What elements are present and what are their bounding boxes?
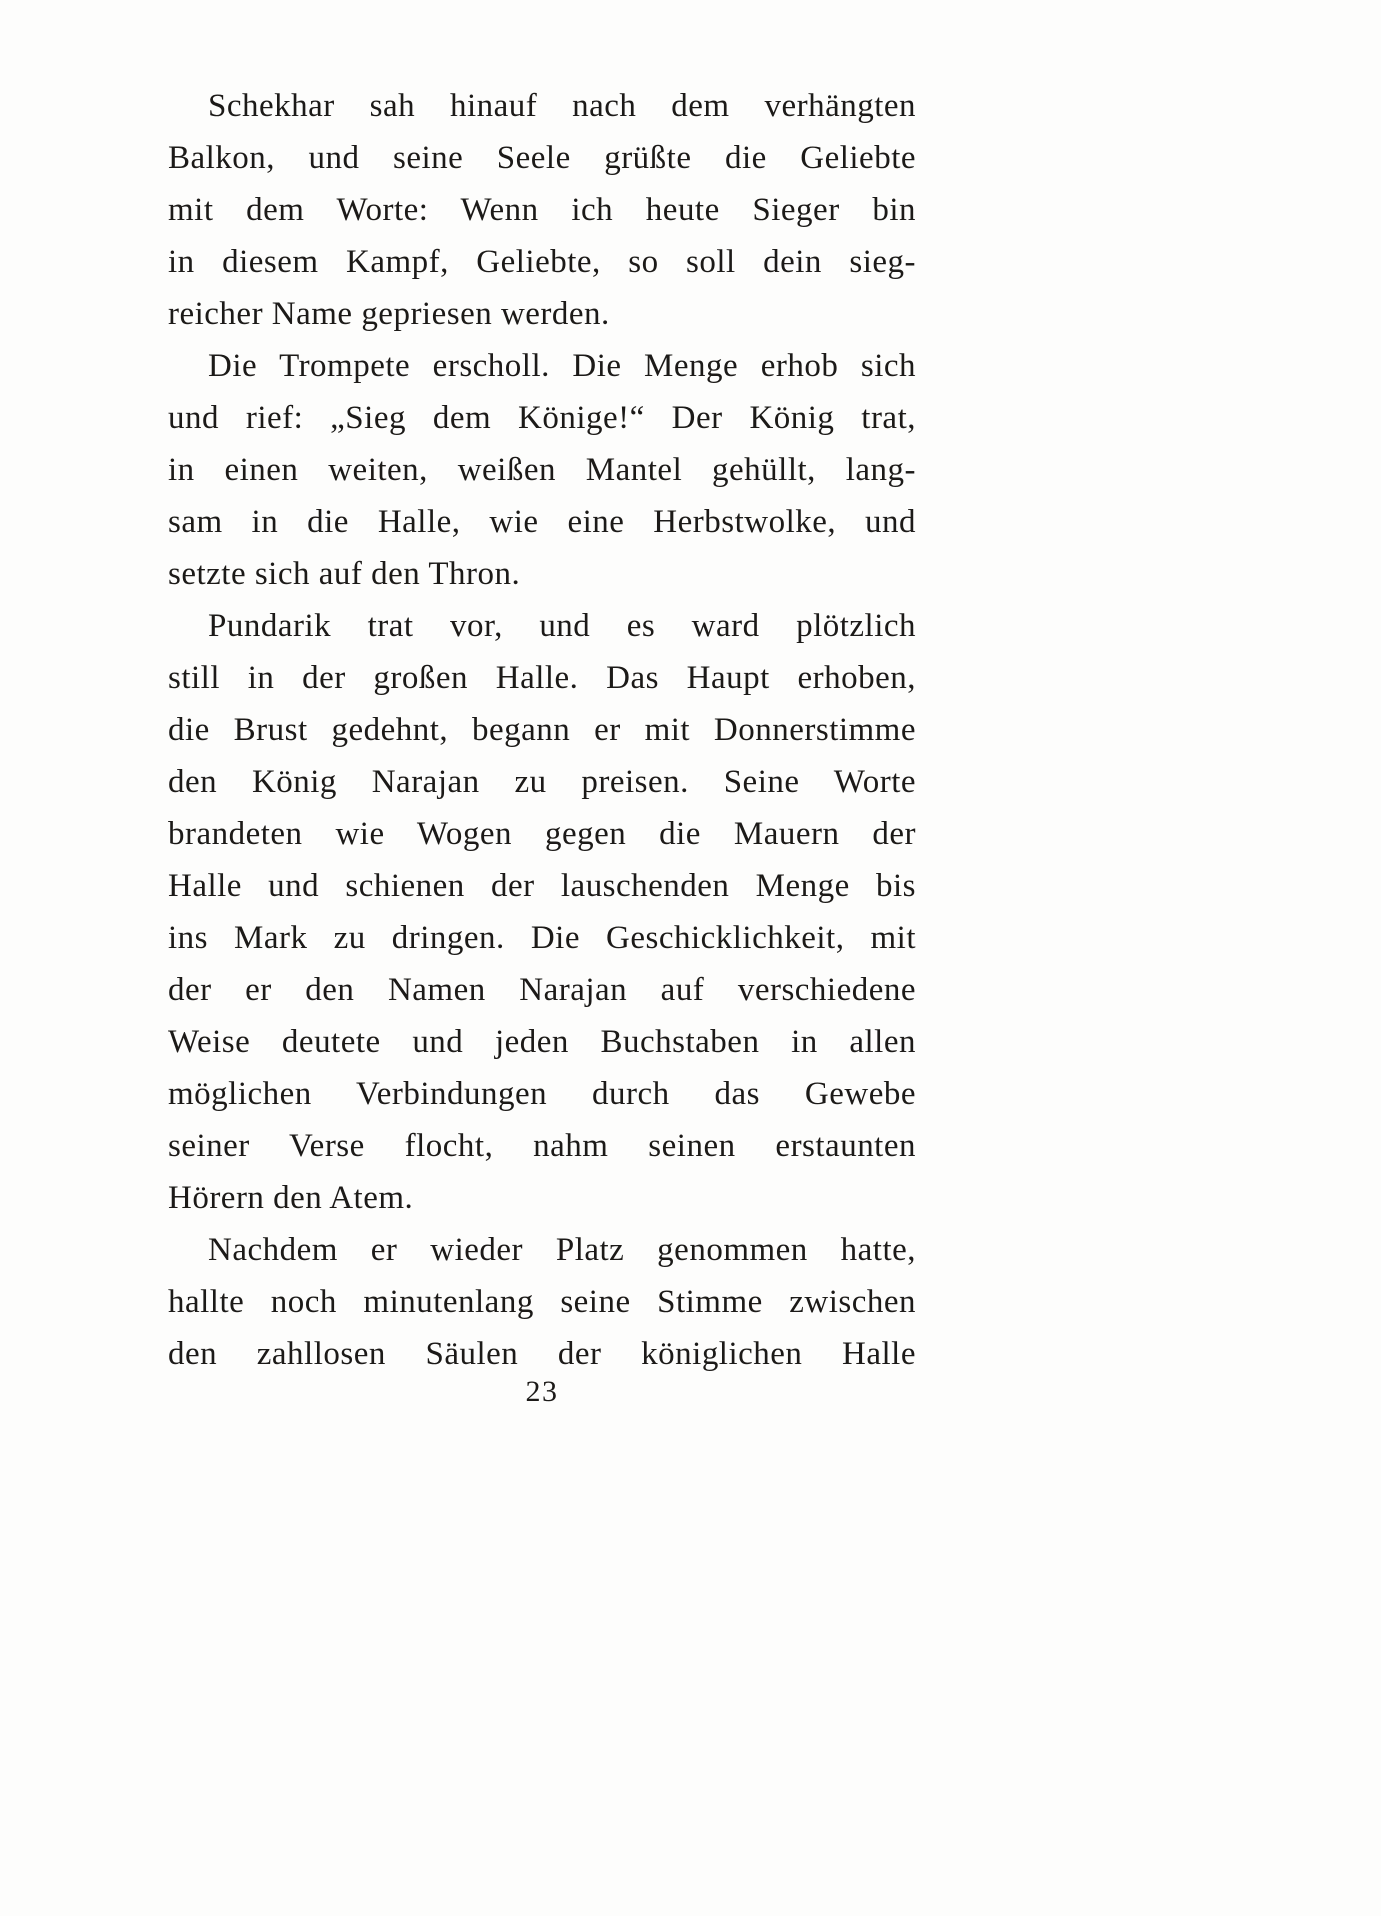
text-line: Weise deutete und jeden Buchstaben in allen (168, 1024, 916, 1060)
text-line: und rief: „Sieg dem Könige!“ Der König trat, (168, 400, 916, 436)
text-line: Die Trompete erscholl. Die Menge erhob sich (208, 348, 916, 384)
text-line: Nachdem er wieder Platz genommen hatte, (208, 1232, 916, 1268)
text-line: brandeten wie Wogen gegen die Mauern der (168, 816, 916, 852)
text-line: Hörern den Atem. (168, 1180, 414, 1216)
paragraph (168, 80, 916, 340)
text-line: reicher Name gepriesen werden. (168, 296, 610, 332)
text-line: Pundarik trat vor, und es ward plötzlich (208, 608, 916, 644)
text-line: seiner Verse flocht, nahm seinen erstaunten (168, 1128, 916, 1164)
text-line: sam in die Halle, wie eine Herbstwolke, und (168, 504, 916, 540)
text-line: ins Mark zu dringen. Die Geschicklichkeit, mit (168, 920, 916, 956)
text-column (168, 80, 916, 1380)
paragraph (168, 340, 916, 600)
text-line: mit dem Worte: Wenn ich heute Sieger bin (168, 192, 916, 228)
text-line: in einen weiten, weißen Mantel gehüllt, lang- (168, 452, 916, 488)
text-line: in diesem Kampf, Geliebte, so soll dein sieg- (168, 244, 916, 280)
paragraph (168, 600, 916, 1224)
text-line: Balkon, und seine Seele grüßte die Geliebte (168, 140, 916, 176)
page-number: 23 (525, 1375, 559, 1408)
text-line: Halle und schienen der lauschenden Menge bis (168, 868, 916, 904)
text-line: möglichen Verbindungen durch das Gewebe (168, 1076, 916, 1112)
text-line: Schekhar sah hinauf nach dem verhängten (208, 88, 916, 124)
text-line: hallte noch minutenlang seine Stimme zwischen (168, 1284, 916, 1320)
text-line: die Brust gedehnt, begann er mit Donnerstimme (168, 712, 916, 748)
text-line: den König Narajan zu preisen. Seine Worte (168, 764, 916, 800)
text-line: den zahllosen Säulen der königlichen Halle (168, 1336, 916, 1372)
text-line: der er den Namen Narajan auf verschiedene (168, 972, 916, 1008)
text-line: setzte sich auf den Thron. (168, 556, 521, 592)
paragraph (168, 1224, 916, 1380)
text-line: still in der großen Halle. Das Haupt erhoben, (168, 660, 916, 696)
